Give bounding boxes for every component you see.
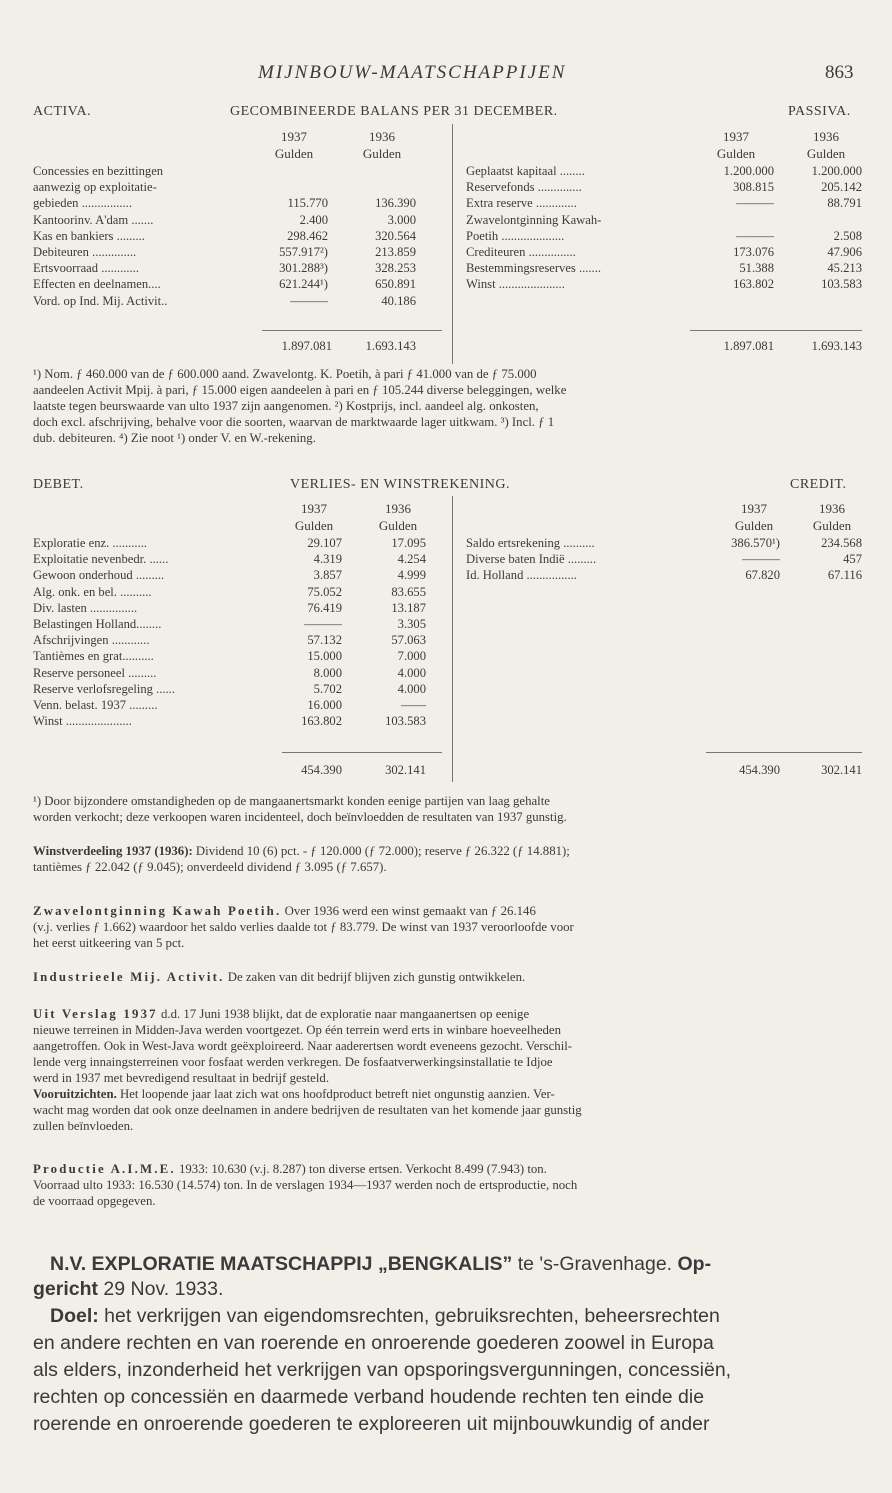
company-heading: N.V. EXPLORATIE MAATSCHAPPIJ „BENGKALIS” te 's-Gravenhage. Op- xyxy=(50,1253,712,1275)
passiva-row-1936: 205.142 xyxy=(821,180,862,195)
winstverdeeling-paragraph: Winstverdeeling 1937 (1936): Dividend 10 (6) pct. - ƒ 120.000 (ƒ 72.000); reserve ƒ 26.322 (ƒ 14.881); tantièmes ƒ 22.042 (ƒ 9.045); onverdeeld dividend ƒ 3.095 (ƒ 7.657). xyxy=(33,844,570,874)
pl-divider xyxy=(452,496,453,782)
debet-row-1936: 7.000 xyxy=(397,649,426,664)
debet-row-1936: 4.254 xyxy=(397,552,426,567)
zwavelontginning-paragraph: Zwavelontginning Kawah Poetih. Over 1936 werd een winst gemaakt van ƒ 26.146 (v.j. verlies ƒ 1.662) waardoor het saldo verlies daalde tot ƒ 83.779. De winst van 1937 veroorloofde voor het eerst uitkeering van 5 pct. xyxy=(33,904,574,950)
activa-total-1937: 1.897.081 xyxy=(281,339,332,353)
balance-footnotes: ¹) Nom. ƒ 460.000 van de ƒ 600.000 aand. Zwavelontg. K. Poetih, à pari ƒ 41.000 van de ƒ 75.000 aandeelen Activit Mpij. à pari, ƒ 15.000 eigen aandeelen à pari en ƒ 105.244 diverse beleggingen, welke laatste tegen beurswaarde van ulto 1937 zijn aangenomen. ²) Kostprijs, incl. aandeel alg. onkosten, doch excl. afschrijving, behalve voor die soorten, waarvan de marktwaarde lager uitkwam. ³) Incl. ƒ 1 dub. debiteuren. ⁴) Zie noot ¹) onder V. en W.-rekening. xyxy=(33,367,567,445)
activa-row-label: gebieden ................ xyxy=(33,196,132,211)
passiva-col2-head: 1936 Gulden xyxy=(806,129,846,161)
productie-paragraph: Productie A.I.M.E. 1933: 10.630 (v.j. 8.287) ton diverse ertsen. Verkocht 8.499 (7.943) ton. Voorraad ulto 1933: 16.530 (14.574) ton. In de verslagen 1934—1937 werden noch de ertsproductie, noch de voorraad opgegeven. xyxy=(33,1162,578,1208)
debet-label: DEBET. xyxy=(33,477,84,492)
debet-row-1937: 163.802 xyxy=(301,714,342,729)
activa-col2-head: 1936 Gulden xyxy=(362,129,402,161)
activa-row-1936: 213.859 xyxy=(375,245,416,259)
debet-row-1936: 57.063 xyxy=(391,633,426,648)
credit-row-1937: ——— xyxy=(742,552,780,567)
passiva-row-1936: 88.791 xyxy=(827,196,862,211)
debet-row-label: Reserve verlofsregeling ...... xyxy=(33,681,175,696)
debet-row-1936: 3.305 xyxy=(397,617,426,631)
passiva-row-1936: 45.213 xyxy=(827,261,862,276)
debet-row-label: Alg. onk. en bel. .......... xyxy=(33,584,152,599)
passiva-row-label: Geplaatst kapitaal ........ xyxy=(466,164,585,178)
verslag-paragraph: Uit Verslag 1937 d.d. 17 Juni 1938 blijkt, dat de exploratie naar mangaanertsen op eenige nieuwe terreinen in Midden-Java werden voortgezet. Op één terrein werd erts in winbare hoeveelheden aangetroffen. Ook in West-Java wordt geëxploireerd. Naar aaderertsen wordt eveneens gezocht. Verschil- lende verg innaingsterreinen voor fosfaat werden verkregen. De fosfaatverwerkingsinstallatie te Idjoe werd in 1937 met bevredigend resultaat in bedrijf gesteld. Vooruitzichten. Het loopende jaar laat zich wat ons hoofdproduct betreft niet ongunstig aanzien. Ver- wacht mag worden dat ook onze deelnamen in andere bedrijven de resultaten van het komende jaar gunstig zullen beïnvloeden. xyxy=(33,1007,582,1133)
passiva-row-1936: 1.200.000 xyxy=(811,164,862,178)
page-number: 863 xyxy=(825,62,854,83)
debet-row-1937: 3.857 xyxy=(313,568,342,583)
debet-row-1937: 15.000 xyxy=(307,649,342,664)
debet-row-1937: 75.052 xyxy=(307,584,342,599)
passiva-row-label: Reservefonds .............. xyxy=(466,180,582,195)
credit-total-rule xyxy=(706,752,862,753)
company-founded: gericht 29 Nov. 1933. xyxy=(33,1278,224,1300)
activa-row-1937: 301.288³) xyxy=(279,261,328,276)
passiva-col1-head: 1937 Gulden xyxy=(716,129,756,161)
debet-row-1937: 29.107 xyxy=(307,536,342,550)
passiva-total-1937: 1.897.081 xyxy=(723,339,774,353)
debet-total-1937: 454.390 xyxy=(301,763,342,777)
credit-row-label: Diverse baten Indië ......... xyxy=(466,552,597,567)
debet-row-label: Venn. belast. 1937 ......... xyxy=(33,698,158,712)
passiva-total-rule xyxy=(690,330,862,331)
balance-divider xyxy=(452,124,453,364)
activa-row-label: Debiteuren .............. xyxy=(33,245,137,259)
debet-row-1937: 5.702 xyxy=(313,681,342,696)
activa-row-1936: 320.564 xyxy=(375,228,416,243)
passiva-row-label: Crediteuren ............... xyxy=(466,245,576,259)
running-header: MIJNBOUW-MAATSCHAPPIJEN xyxy=(258,62,567,83)
activa-row-label: Vord. op Ind. Mij. Activit.. xyxy=(33,293,168,308)
credit-row-1937: 67.820 xyxy=(745,568,780,583)
credit-row-1937: 386.570¹) xyxy=(731,536,780,550)
passiva-row-1937: 308.815 xyxy=(733,180,774,195)
credit-row-label: Saldo ertsrekening .......... xyxy=(466,536,595,550)
activa-row-1936: 328.253 xyxy=(375,261,416,276)
activa-row-1937: ——— xyxy=(290,293,328,308)
activa-row-label: Concessies en bezittingen xyxy=(33,164,164,178)
activa-row-1937: 298.462 xyxy=(287,228,328,243)
debet-row-1937: 57.132 xyxy=(307,633,342,648)
credit-label: CREDIT. xyxy=(790,477,847,492)
passiva-row-label: Bestemmingsreserves ....... xyxy=(466,261,602,276)
debet-row-label: Exploitatie nevenbedr. ...... xyxy=(33,552,169,567)
debet-row-1937: ——— xyxy=(304,617,342,631)
passiva-row-1937: ——— xyxy=(736,228,774,243)
debet-row-label: Exploratie enz. ........... xyxy=(33,536,148,550)
credit-col1-head: 1937 Gulden xyxy=(734,501,774,533)
activa-row-1936: 40.186 xyxy=(381,293,416,308)
debet-row-1936: 13.187 xyxy=(391,600,426,615)
credit-total-1937: 454.390 xyxy=(739,763,780,777)
debet-total-rule xyxy=(282,752,442,753)
debet-row-1936: 4.000 xyxy=(397,681,426,696)
credit-col2-head: 1936 Gulden xyxy=(812,501,852,533)
credit-row-1936: 234.568 xyxy=(821,536,862,550)
debet-row-label: Winst ..................... xyxy=(33,714,132,729)
debet-col1-head: 1937 Gulden xyxy=(294,501,334,533)
activa-total-1936: 1.693.143 xyxy=(365,339,416,353)
activa-label: ACTIVA. xyxy=(33,104,92,119)
debet-row-1936: 4.999 xyxy=(397,568,426,583)
debet-row-1936: —— xyxy=(400,698,426,712)
activa-row-1937: 2.400 xyxy=(299,212,328,227)
credit-row-1936: 67.116 xyxy=(827,568,862,583)
debet-row-1936: 17.095 xyxy=(391,536,426,550)
passiva-row-1937: 173.076 xyxy=(733,245,774,259)
activa-row-label: Effecten en deelnamen.... xyxy=(33,277,161,292)
debet-row-label: Belastingen Holland........ xyxy=(33,617,162,631)
debet-row-1937: 76.419 xyxy=(307,600,342,615)
passiva-row-1936: 47.906 xyxy=(827,245,862,259)
activa-row-1936: 650.891 xyxy=(375,277,416,292)
activa-row-label: aanwezig op exploitatie- xyxy=(33,180,157,195)
activa-total-rule xyxy=(262,330,442,331)
passiva-total-1936: 1.693.143 xyxy=(811,339,862,353)
passiva-row-1936: 103.583 xyxy=(821,277,862,292)
pl-title: VERLIES- EN WINSTREKENING. xyxy=(290,477,510,492)
debet-row-label: Gewoon onderhoud ......... xyxy=(33,568,165,583)
passiva-row-label: Winst ..................... xyxy=(466,277,565,292)
activa-col1-head: 1937 Gulden xyxy=(274,129,314,161)
activa-row-1936: 3.000 xyxy=(387,212,416,227)
debet-col2-head: 1936 Gulden xyxy=(378,501,418,533)
passiva-row-1937: 51.388 xyxy=(739,261,774,276)
activa-row-1936: 136.390 xyxy=(375,196,416,211)
debet-row-label: Tantièmes en grat.......... xyxy=(33,649,154,664)
credit-row-1936: 457 xyxy=(843,552,862,567)
credit-row-label: Id. Holland ................ xyxy=(466,568,577,583)
debet-total-1936: 302.141 xyxy=(385,763,426,777)
pl-footnotes: ¹) Door bijzondere omstandigheden op de mangaanertsmarkt konden eenige partijen van laag gehalte worden verkocht; deze verkoopen waren incidenteel, doch beïnvloedden de resultaten van 1937 gunstig. xyxy=(33,794,567,824)
activa-row-1937: 115.770 xyxy=(287,196,328,211)
industrieele-paragraph: Industrieele Mij. Activit. De zaken van dit bedrijf blijven zich gunstig ontwikkelen. xyxy=(33,970,526,984)
debet-row-label: Div. lasten ............... xyxy=(33,600,138,615)
debet-row-1936: 4.000 xyxy=(397,665,426,680)
passiva-row-1936: 2.508 xyxy=(833,228,862,243)
passiva-row-label: Poetih .................... xyxy=(466,228,565,243)
debet-row-1936: 103.583 xyxy=(385,714,426,729)
passiva-row-1937: ——— xyxy=(736,196,774,211)
credit-total-1936: 302.141 xyxy=(821,763,862,777)
activa-row-label: Ertsvoorraad ............ xyxy=(33,261,139,276)
debet-row-1937: 8.000 xyxy=(313,665,342,680)
passiva-row-1937: 1.200.000 xyxy=(723,164,774,178)
activa-row-1937: 621.244¹) xyxy=(279,277,328,292)
passiva-row-1937: 163.802 xyxy=(733,277,774,292)
activa-row-label: Kas en bankiers ......... xyxy=(33,228,145,243)
passiva-label: PASSIVA. xyxy=(788,104,851,119)
debet-row-label: Afschrijvingen ............ xyxy=(33,633,150,648)
activa-row-1937: 557.917²) xyxy=(279,245,328,259)
debet-row-1937: 4.319 xyxy=(313,552,342,567)
debet-row-label: Reserve personeel ......... xyxy=(33,665,157,680)
balance-title: GECOMBINEERDE BALANS PER 31 DECEMBER. xyxy=(230,104,558,119)
activa-row-label: Kantoorinv. A'dam ....... xyxy=(33,212,154,227)
debet-row-1936: 83.655 xyxy=(391,584,426,599)
passiva-row-label: Zwavelontginning Kawah- xyxy=(466,212,602,227)
debet-row-1937: 16.000 xyxy=(307,698,342,712)
passiva-row-label: Extra reserve ............. xyxy=(466,196,577,211)
